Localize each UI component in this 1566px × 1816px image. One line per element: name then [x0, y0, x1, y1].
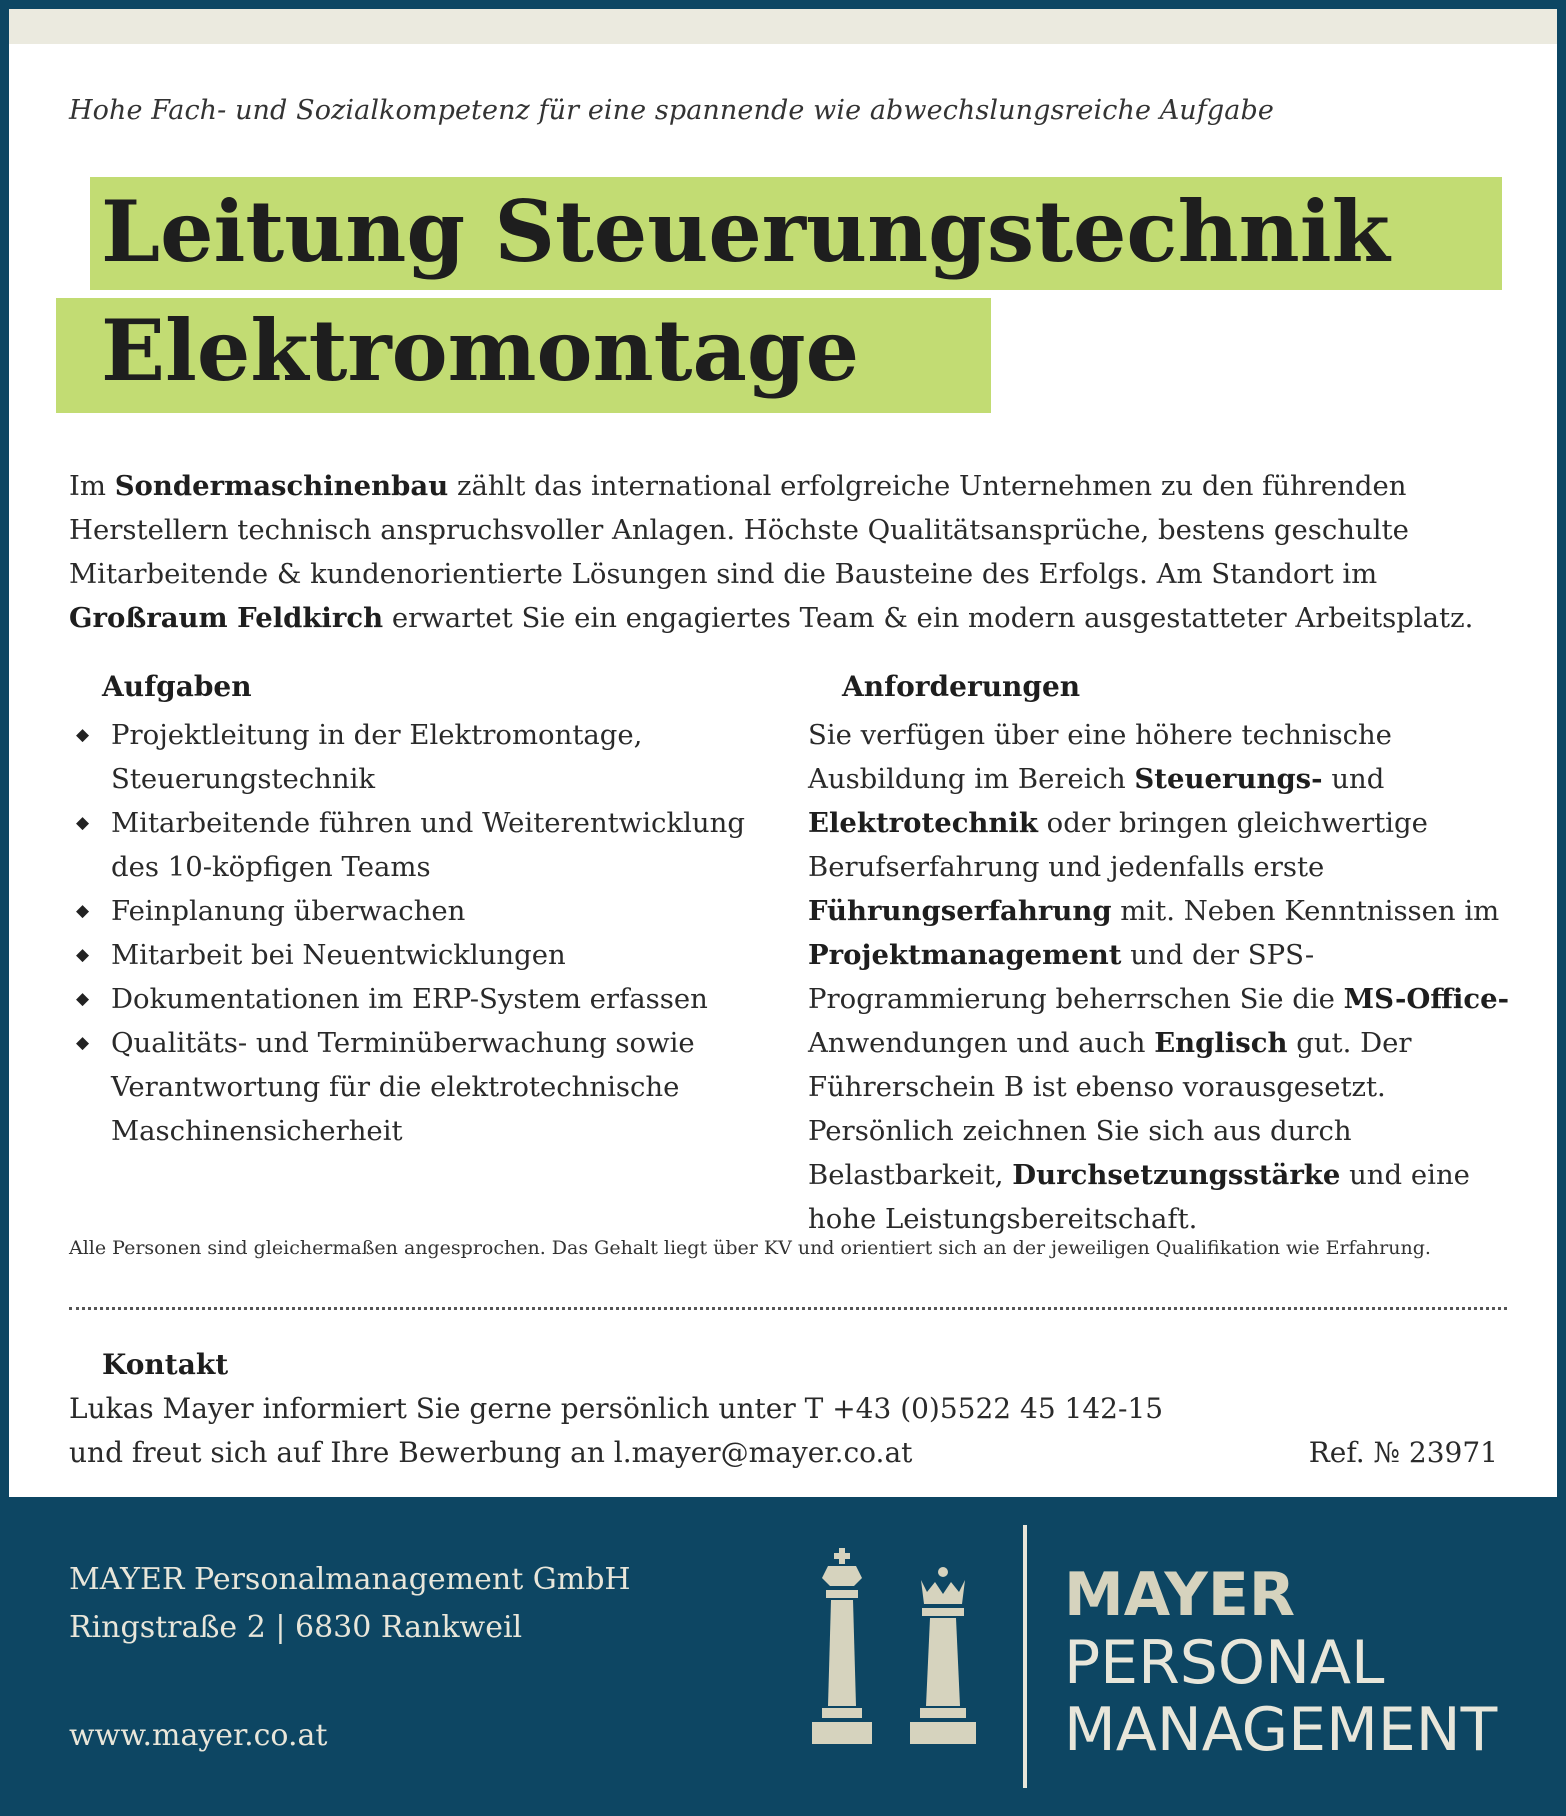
anforderungen-heading: Anforderungen	[842, 670, 1081, 703]
diamond-bullet-icon: ◆	[76, 1033, 90, 1053]
task-text: Dokumentationen im ERP-System erfassen	[111, 983, 708, 1015]
chess-pieces-icon	[800, 1548, 980, 1748]
brand-line3: MANAGEMENT	[1064, 1695, 1498, 1765]
company-address: Ringstraße 2 | 6830 Rankweil	[69, 1610, 523, 1645]
body-text: und eine hohe Leistungsbereitschaft.	[808, 1159, 1470, 1235]
diamond-bullet-icon: ◆	[76, 945, 90, 965]
body-text: Anwendungen und auch	[808, 1027, 1155, 1059]
diamond-bullet-icon: ◆	[76, 725, 90, 745]
emphasis-text: Großraum Feldkirch	[69, 602, 384, 634]
kontakt-heading: Kontakt	[102, 1348, 229, 1381]
emphasis-text: Führungserfahrung	[808, 895, 1112, 927]
body-text: Im	[69, 470, 115, 502]
brand-line1: MAYER	[1064, 1560, 1296, 1630]
list-item	[69, 1021, 769, 1153]
task-text: Feinplanung überwachen	[111, 895, 466, 927]
list-item	[69, 801, 769, 889]
aufgaben-heading: Aufgaben	[102, 670, 252, 703]
dotted-divider	[69, 1307, 1507, 1310]
body-text: erwartet Sie ein engagiertes Team & ein modern ausgestatteter Arbeitsplatz.	[383, 602, 1474, 634]
emphasis-text: Steuerungs-	[1134, 763, 1323, 795]
diamond-bullet-icon: ◆	[76, 813, 90, 833]
company-name: MAYER Personalmanagement GmbH	[69, 1562, 631, 1597]
emphasis-text: Englisch	[1154, 1027, 1288, 1059]
job-title-line2: Elektromontage	[101, 301, 860, 400]
diamond-bullet-icon: ◆	[76, 989, 90, 1009]
aufgaben-list	[69, 713, 769, 1153]
body-text: gut. Der Führerschein B ist ebenso vorausgesetzt. Persönlich zeichnen Sie sich aus durch Belastbarkeit,	[808, 1027, 1412, 1191]
body-text: und der SPS-Programmierung beherrschen Sie die	[808, 939, 1344, 1015]
job-title-line1: Leitung Steuerungstechnik	[101, 182, 1390, 281]
body-text: oder bringen gleichwertige Berufserfahrung und jedenfalls erste	[808, 807, 1428, 883]
body-text: und	[1322, 763, 1385, 795]
website-link[interactable]: www.mayer.co.at	[69, 1718, 328, 1753]
emphasis-text: Durchsetzungsstärke	[1012, 1159, 1341, 1191]
list-item	[69, 977, 769, 1021]
emphasis-text: Projektmanagement	[808, 939, 1122, 971]
kontakt-phone-line: Lukas Mayer informiert Sie gerne persönlich unter T +43 (0)5522 45 142-15	[69, 1392, 1164, 1425]
top-band	[9, 9, 1557, 44]
body-text: Sie verfügen über eine höhere technische Ausbildung im Bereich	[808, 719, 1392, 795]
kontakt-email-line: und freut sich auf Ihre Bewerbung an l.mayer@mayer.co.at	[69, 1436, 913, 1469]
task-text: Mitarbeitende führen und Weiterentwicklung des 10-köpfigen Teams	[111, 807, 745, 883]
list-item	[69, 713, 769, 801]
reference-number: Ref. № 23971	[1308, 1436, 1498, 1469]
emphasis-text: MS-Office-	[1343, 983, 1510, 1015]
brand-line2: PERSONAL	[1064, 1628, 1385, 1698]
diamond-bullet-icon: ◆	[76, 901, 90, 921]
task-text: Qualitäts- und Terminüberwachung sowie Verantwortung für die elektrotechnische Maschinensicherheit	[111, 1027, 695, 1147]
task-text: Projektleitung in der Elektromontage, Steuerungstechnik	[111, 719, 643, 795]
ad-subtitle: Hohe Fach- und Sozialkompetenz für eine spannende wie abwechslungsreiche Aufgabe	[69, 95, 1274, 126]
list-item	[69, 933, 769, 977]
list-item	[69, 889, 769, 933]
intro-paragraph	[69, 464, 1519, 640]
equality-salary-note: Alle Personen sind gleichermaßen angesprochen. Das Gehalt liegt über KV und orientiert sich an der jeweiligen Qualifikation wie Erfahrung.	[69, 1237, 1431, 1259]
logo-divider	[1023, 1525, 1027, 1788]
task-text: Mitarbeit bei Neuentwicklungen	[111, 939, 566, 971]
body-text: zählt das international erfolgreiche Unternehmen zu den führenden Herstellern technisch anspruchsvoller Anlagen. Höchste Qualitätsansprüche, bestens geschulte Mitarbeitende & kundenorientierte Lösungen sind die Bausteine des Erfolgs. Am Standort im	[69, 470, 1409, 590]
body-text: mit. Neben Kenntnissen im	[1111, 895, 1500, 927]
anforderungen-paragraph	[808, 713, 1528, 1241]
ad-paper	[9, 9, 1557, 1497]
emphasis-text: Sondermaschinenbau	[114, 470, 449, 502]
emphasis-text: Elektrotechnik	[808, 807, 1038, 839]
